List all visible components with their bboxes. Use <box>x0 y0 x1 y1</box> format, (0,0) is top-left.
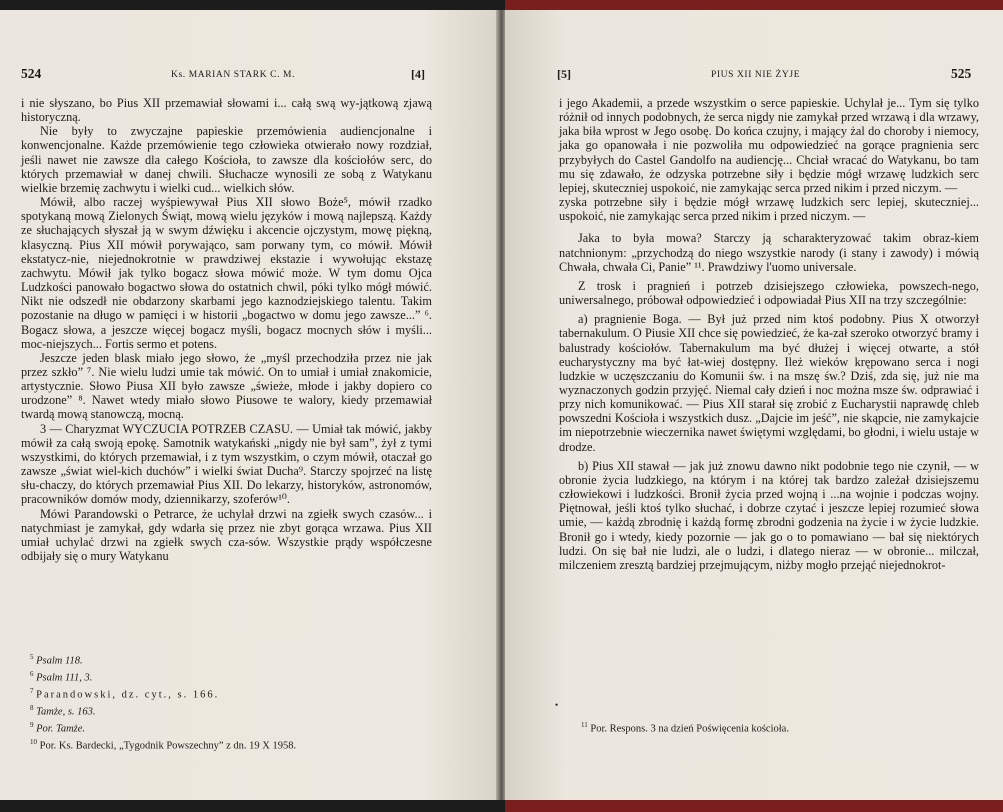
paragraph: i nie słyszano, bo Pius XII przemawiał słowami i... całą swą wy-jątkową zjawą historyczną. <box>21 96 432 125</box>
paragraph: zyska potrzebne siły i będzie mógł wrzawę ludzkich serc lepiej, skuteczniej... uspokoić, nie zamykając serca przed nikim i przed niczym. — <box>559 195 979 224</box>
right-page <box>505 10 1003 800</box>
footnote-text: Por. Respons. 3 na dzień Poświęcenia kościoła. <box>590 723 789 735</box>
footnote <box>30 702 430 719</box>
paragraph: Jaka to była mowa? Starczy ją scharakteryzować takim obraz-kiem natchnionym: „przychodzą do niego wszystkie narody (i stany i zawody) i mówią Chwała, chwała Ci, Panie” ¹¹. Prawdziwy l'uomo universale. <box>559 231 979 274</box>
footnote <box>30 685 430 702</box>
footnote-number: 6 <box>30 669 34 678</box>
right-page-number: 525 <box>951 66 972 81</box>
footnote <box>30 668 430 685</box>
right-section-marker: [5] <box>557 67 571 81</box>
paragraph: Mówi Parandowski o Petrarce, że uchylał drzwi na zgiełk swych czasów... i natychmiast je zamykał, gdy wdarła się przez nie zbyt gorąca wrzawa. Pius XII umiał uchylać drzwi na zgiełk swych cza-sów. Wszystkie prądy współczesne odbijały się o mury Watykanu <box>21 506 432 563</box>
footnote-number: 9 <box>30 720 34 729</box>
footnote-number: 5 <box>30 653 34 661</box>
footnote <box>30 736 430 753</box>
left-running-head: Ks. MARIAN STARK C. M. <box>171 70 296 80</box>
footnote-number: 7 <box>30 686 34 695</box>
footnote-text: Parandowski, dz. cyt., s. 166. <box>36 689 220 701</box>
right-body-text <box>559 96 979 572</box>
book-bottom-edge-red <box>505 800 1003 812</box>
footnote-number: 11 <box>581 721 588 729</box>
footnote <box>581 719 981 736</box>
margin-dot: • <box>555 700 559 710</box>
paragraph: Nie były to zwyczajne papieskie przemówienia audiencjonalne i konwencjonalne. Każde przemówienie tego człowieka otwierało nowy rozdział, jeśli nawet nie zawsze dla całego Kościoła, to zawsze dla kościołów serc, do których przemawiał w danej chwili. Słuchacze wynosili ze sobą z Watykanu wielkie brzemię zachwytu i wielki cud... wielkich słów. <box>21 124 432 195</box>
paragraph: Z trosk i pragnień i potrzeb dzisiejszego człowieka, powszech-nego, uniwersalnego, próbował odpowiedzieć i odpowiadał Pius XII na trzy szczególnie: <box>559 278 979 308</box>
paragraph: Mówił, albo raczej wyśpiewywał Pius XII słowo Boże⁵, mówił rzadko spotykaną mową Zielonych Świąt, mową wielu języków i mową najlepszą. Każdy ze słuchających słyszał ją w swym dźwięku i akcencie ojczystym, mowę piękną, klasyczną. Pius XII mówił porywająco, sam porwany tym, co mówił. Mówił ekstatycz-nie, niejednokrotnie w prawdziwej ekstazie i wywołując ekstazę zachwytu. Mówił jak tylko bogacz słowa mówić może. W tym domu Ojca Ludzkości panowało bogactwo słowa do ostatnich chwil, póki tylko mógł mówić. Nikt nie odszedł nie obdarzony skarbami jego kaznodziejskiego talentu. Takim pozostanie na długo w pamięci i w historii „bogactwo w domu jego zawsze...” ⁶. Bogacz słowa, a jeszcze więcej bogacz myśli, bogacz mocnych słów i myśli... moc-niejszych... Fortis sermo et potens. <box>21 195 432 351</box>
left-footnotes <box>30 651 430 752</box>
footnote-text: Psalm 118. <box>36 655 83 667</box>
footnote-text: Por. Ks. Bardecki, „Tygodnik Powszechny” z dn. 19 X 1958. <box>39 740 297 752</box>
footnote <box>30 651 430 668</box>
footnote-number: 8 <box>30 703 34 712</box>
paragraph: 3 — Charyzmat WYCZUCIA POTRZEB CZASU. — Umiał tak mówić, jakby mówił za całą swoją epokę. Samotnik watykański „nigdy nie był sam”, żył z tymi wszystkimi, do których przemawiał, i z tym wszystkim, o czym mówił, otaczał go zawsze „świat wiel-kich duchów” i wielki świat Ducha⁹. Starczy spojrzeć na listę słu-chaczy, do których przemawiał Pius XII. Do lekarzy, historyków, astronomów, pracowników domów mody, dziennikarzy, szoferów¹⁰. <box>21 421 432 507</box>
footnote-text: Por. Tamże. <box>36 723 86 735</box>
paragraph: i jego Akademii, a przede wszystkim o serce papieskie. Uchylał je... Tym się tylko różnił od innych podobnych, że serca nigdy nie zamykał przed wrzawą i dla wrzawy, jaka biła wprost w Jego osobę. Do końca czujny, i mający żal do choroby i niemocy, jaka go opanowała i nie pozwoliła mu odpowiedzieć na gorące pragnienia serc przybyłych do Castel Gandolfo na audiencję... Chciał wracać do Watykanu, bo tam mu się zdawało, że odzyska potrzebne siły i będzie mógł wrzawę ludzkich serc lepiej, skuteczniej uspokoić, nie zamykając serca przed nikim i przed niczym. — <box>559 96 979 195</box>
right-running-head: PIUS XII NIE ŻYJE <box>711 70 801 80</box>
paragraph: Jeszcze jeden blask miało jego słowo, że „myśl przechodziła przez nie jak przez szkło” ⁷. Nie wielu ludzi umie tak mówić. On to umiał i umiał znakomicie, artystycznie. Słowo Piusa XII było zawsze „świeże, młode i jakby dopiero co urodzone” ⁸. Nawet wtedy miało słowo Piusowe te walory, kiedy przemawiał twardą mową stanowczą, mocną. <box>21 350 432 422</box>
footnote <box>30 719 430 736</box>
right-footnotes <box>581 719 981 736</box>
book-bottom-edge <box>0 800 1003 812</box>
footnote-number: 10 <box>30 737 37 746</box>
left-page <box>0 10 498 800</box>
footnote-text: Tamże, s. 163. <box>36 706 96 718</box>
paragraph: a) pragnienie Boga. — Był już przed nim ktoś podobny. Pius X otworzył tabernakulum. O Piusie XII chce się powiedzieć, że ka-zał szeroko otworzyć bramy i balustrady kościołów. Tabernakulum ma być dłużej i więcej otwarte, a stół eucharystyczny ma być łat-wiej dostępny. Ileż wieków krępowano serca i nogi ludzkie w uczęszczaniu do Komunii św. i na mszę św.? Dziś, zda się, już nie ma wyznaczonych godzin przyjęć. Niemal cały dzień i noc można msze św. odprawiać i przy nich komunikować. — Pius XII starał się zrobić z Eucharystii naprawdę chleb powszedni Kościoła i wszystkich dusz. „Dajcie im jeść”, nie skąpcie, nie zamykajcie im niepotrzebnie wieczernika nawet świętymi względami, bo głodni, i wielu ustaje w drodze. <box>559 312 979 454</box>
paragraph: b) Pius XII stawał — jak już znowu dawno nikt podobnie tego nie czynił, — w obronie życia ludzkiego, na którym i na której tak bardzo zależał dzisiejszemu człowiekowi i ludzkości. Bronił życia przed wojną i ...na wojnie i podczas wojny. Piętnował, jeśli ktoś tylko słuchać, i dobrze czytać i jeszcze lepiej rozumieć słowa umie, — każdą zbrodnię i każdą formę zbrodni godzenia na życie i w życie ludzkie. Bronił go i wtedy, kiedy pozornie — jak go o to pomawiano — bał się niektórych ludzi. On się bał nie ludzi, ale o ludzi, i dlatego nieraz — w obronie... milczał, milczeniem zresztą bardziej przejmującym, niżby mogło przejąć niejednokrot- <box>559 458 979 572</box>
left-section-marker: [4] <box>411 67 425 81</box>
footnote-text: Psalm 111, 3. <box>36 672 93 684</box>
left-body-text <box>21 96 432 563</box>
left-page-number: 524 <box>21 66 42 81</box>
